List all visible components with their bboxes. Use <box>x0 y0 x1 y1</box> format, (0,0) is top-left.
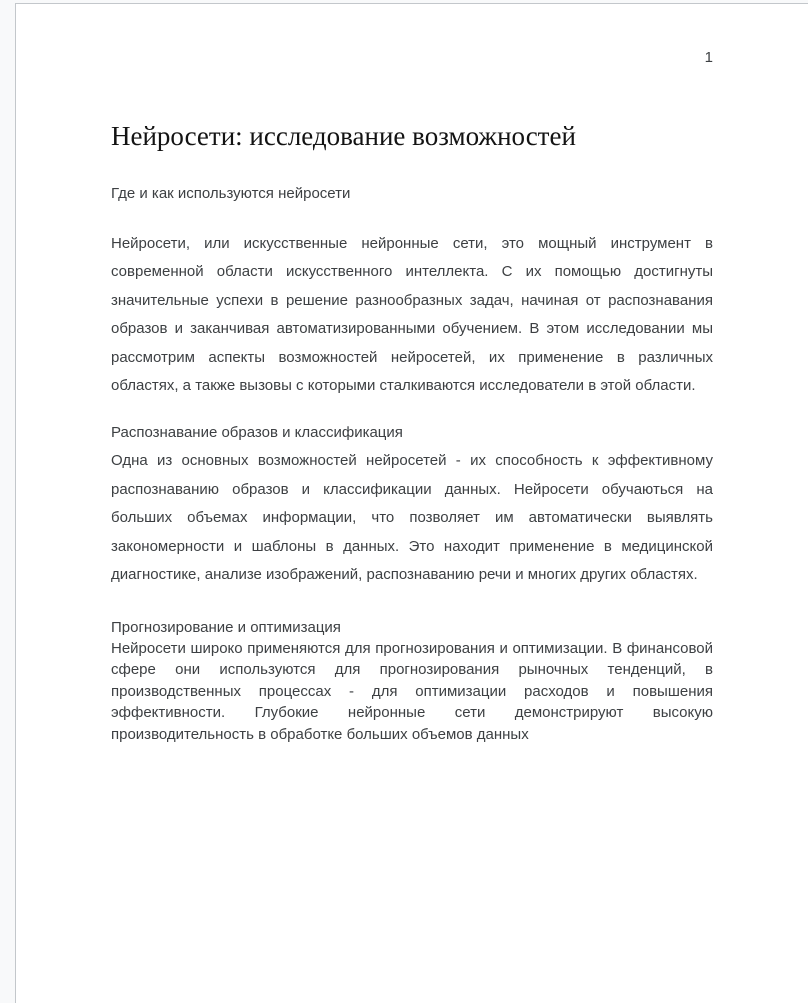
section-forecasting <box>111 617 713 745</box>
document-content <box>16 47 808 745</box>
section-paragraph: Одна из основных возможностей нейросетей - их способность к эффективному распознаванию образов и классификации данных. Нейросети обучаються на больших объемах информации, что позволяет им автоматически выявлять закономерности и шаблоны в данных. Это находит применение в медицинской диагностике, анализе изображений, распознаванию речи и многих других областях. <box>111 452 713 583</box>
document-title: Нейросети: исследование возможностей <box>111 121 576 151</box>
section-heading: Прогнозирование и оптимизация <box>111 618 341 636</box>
intro-paragraph: Нейросети, или искусственные нейронные сети, это мощный инструмент в современной области искусственного интеллекта. С их помощью достигнуты значительные успехи в решение разнообразных задач, начиная от распознавания образов и заканчивая автоматизированными обучением. В этом исследовании мы рассмотрим аспекты возможностей нейросетей, их применение в различных областях, а также вызовы с которыми сталкиваются исследователи в этой области. <box>111 234 713 394</box>
section-paragraph: Нейросети широко применяются для прогнозирования и оптимизации. В финансовой сфере они используются для прогнозирования рыночных тенденций, в производственных процессах - для оптимизации расходов и повышения эффективности. Глубокие нейронные сети демонстрируют высокую производительность в обработке больших объемов данных <box>111 639 713 743</box>
page-number: 1 <box>704 49 713 66</box>
section-recognition <box>111 419 713 590</box>
section-heading: Распознавание образов и классификация <box>111 423 403 441</box>
document-subtitle: Где и как используются нейросети <box>111 185 351 202</box>
document-page[interactable] <box>15 3 808 1003</box>
